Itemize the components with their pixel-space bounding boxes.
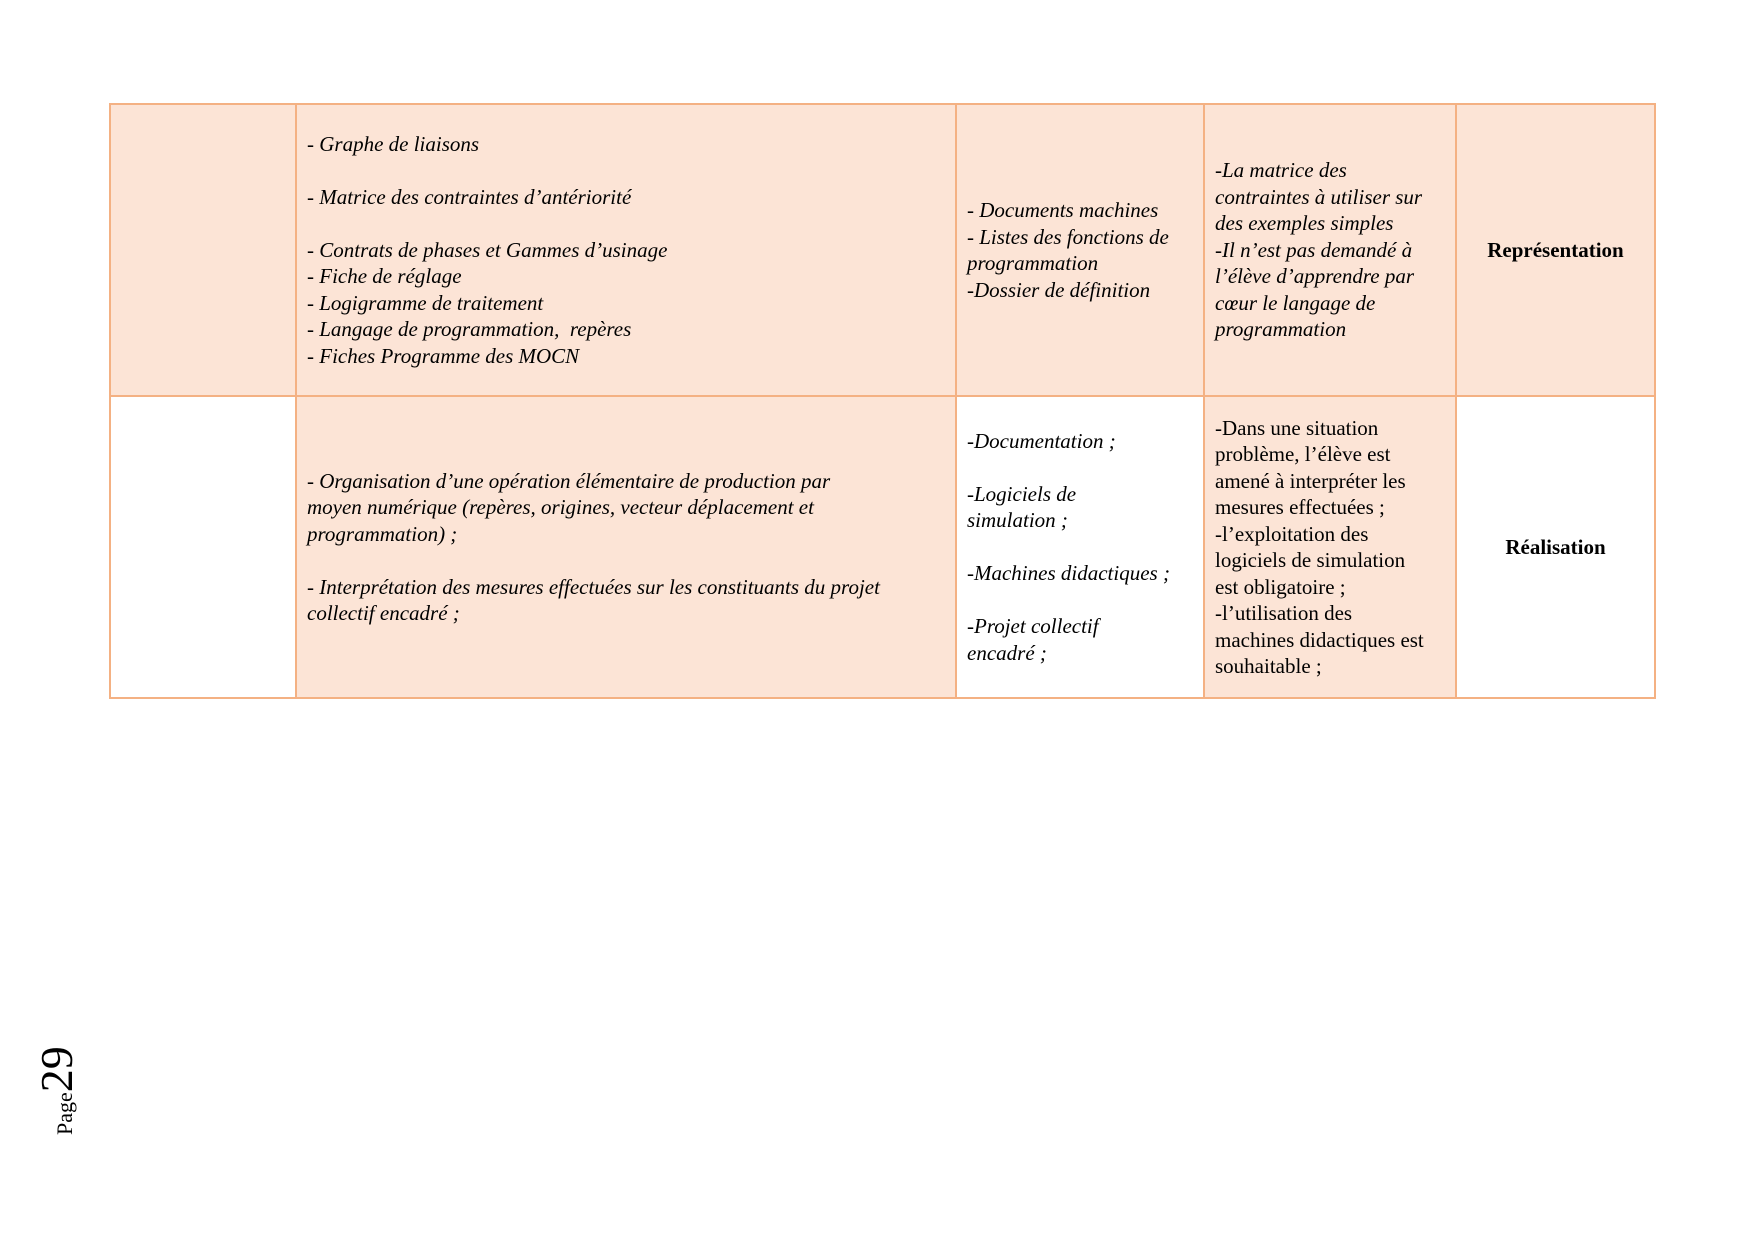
text-line: l’élève d’apprendre par <box>1215 264 1415 289</box>
text-line: -La matrice des <box>1215 158 1347 183</box>
blank-line <box>307 157 945 184</box>
text-line: - Contrats de phases et Gammes d’usinage <box>307 237 668 262</box>
resources-cell <box>956 104 1204 396</box>
text-line: -Logiciels de <box>967 481 1077 506</box>
contents-cell <box>296 396 956 698</box>
blank-line <box>967 454 1193 481</box>
blank-line <box>967 587 1193 614</box>
text-line: - Fiches Programme des MOCN <box>307 343 580 368</box>
text-line: - Fiche de réglage <box>307 264 462 289</box>
page-word: Page <box>52 1092 77 1135</box>
text-line: -Dossier de définition <box>967 277 1151 302</box>
text-line: -l’utilisation des <box>1215 601 1353 625</box>
blank-line <box>307 210 945 237</box>
text-line: -Dans une situation <box>1215 415 1379 440</box>
contents-cell <box>296 104 956 396</box>
text-line: machines didactiques est <box>1215 627 1424 652</box>
row-label: Représentation <box>1456 104 1655 396</box>
text-line: simulation ; <box>967 508 1068 533</box>
text-line: logiciels de simulation <box>1215 548 1406 572</box>
text-line: collectif encadré ; <box>307 601 460 625</box>
text-line: mesures effectuées ; <box>1215 495 1385 519</box>
text-line: - Listes des fonctions de <box>967 224 1169 249</box>
row-label: Réalisation <box>1456 396 1655 698</box>
text-line: cœur le langage de <box>1215 290 1376 315</box>
text-line: amené à interpréter les <box>1215 468 1406 493</box>
text-line: contraintes à utiliser sur <box>1215 184 1423 209</box>
text-line: des exemples simples <box>1215 211 1394 236</box>
text-line: programmation <box>1215 317 1347 342</box>
blank-line <box>307 547 945 574</box>
text-line: programmation) ; <box>307 521 458 546</box>
text-line: - Matrice des contraintes d’antériorité <box>307 184 632 209</box>
text-line: - Graphe de liaisons <box>307 131 480 156</box>
blank-line <box>967 534 1193 561</box>
text-line: - Langage de programmation, repères <box>307 317 632 342</box>
remarks-cell <box>1204 104 1456 396</box>
text-line: -Documentation ; <box>967 428 1116 453</box>
text-line: moyen numérique (repères, origines, vecteur déplacement et <box>307 495 814 519</box>
text-line: -Machines didactiques ; <box>967 561 1170 586</box>
text-line: - Logigramme de traitement <box>307 290 544 315</box>
text-line: programmation <box>967 251 1099 275</box>
remarks-cell <box>1204 396 1456 698</box>
page-number <box>30 1046 83 1135</box>
text-line: -Projet collectif <box>967 614 1099 639</box>
text-line: -Il n’est pas demandé à <box>1215 237 1413 262</box>
empty-cell <box>110 104 296 396</box>
text-line: - Organisation d’une opération élémentaire de production par <box>307 468 831 493</box>
resources-cell <box>956 396 1204 698</box>
text-line: souhaitable ; <box>1215 654 1322 678</box>
text-line: - Documents machines <box>967 198 1159 222</box>
text-line: encadré ; <box>967 640 1047 665</box>
text-line: est obligatoire ; <box>1215 574 1346 599</box>
empty-cell <box>110 396 296 698</box>
text-line: - Interprétation des mesures effectuées sur les constituants du projet <box>307 574 880 599</box>
table-row <box>110 104 1655 396</box>
curriculum-table <box>109 103 1656 699</box>
text-line: problème, l’élève est <box>1215 442 1391 466</box>
table-row <box>110 396 1655 698</box>
text-line: -l’exploitation des <box>1215 521 1369 546</box>
page-number-value: 29 <box>31 1046 82 1093</box>
